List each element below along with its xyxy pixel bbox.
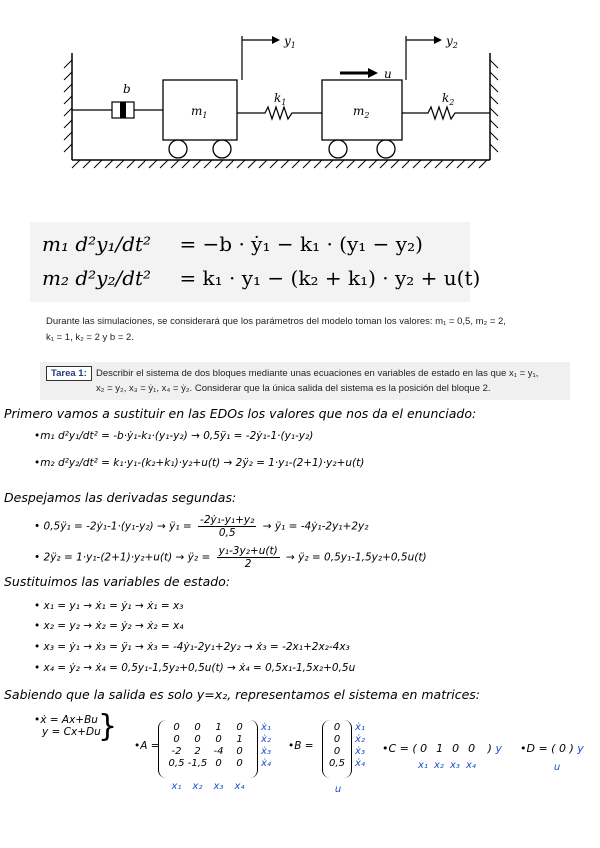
k1-label: $k_1$ — [274, 91, 287, 107]
matrix-a-col-label: x₂ — [192, 781, 203, 792]
matrix-a-cell: 0 — [215, 758, 222, 769]
section-2-title: Despejamos las derivadas segundas: — [4, 490, 237, 505]
matrix-a-cell: 0 — [173, 734, 180, 745]
matrix-b-cell: 0 — [333, 746, 341, 757]
equation-1 — [42, 232, 423, 256]
damper-label: b — [123, 82, 131, 96]
matrix-b-cell: 0 — [333, 722, 341, 733]
matrix-a-col-labels — [166, 781, 250, 793]
matrix-a-row — [166, 722, 250, 734]
matrix-b-entries — [326, 722, 348, 770]
matrix-d-entry: 0 — [558, 742, 566, 755]
equation-2-rhs: = k₁ · y₁ − (k₂ + k₁) · y₂ + u(t) — [179, 266, 481, 290]
task-tag: Tarea 1: — [46, 366, 92, 381]
model-equations — [30, 222, 481, 302]
matrix-a-cell: 0 — [194, 734, 201, 745]
matrix-a-row-label: ẋ₄ — [261, 758, 271, 769]
equation-1-lhs: m₁ d²y₁/dt² — [42, 232, 152, 256]
equation-2-lhs: m₂ d²y₂/dt² — [42, 266, 152, 290]
section-2-line-1 — [34, 514, 368, 539]
matrix-c-col-label: x₁ — [418, 760, 428, 771]
task-line-2: x₂ = y₂, x₃ = ẏ₁, x₄ = ẏ₂. Considerar que la única salida del sistema es la posición del bloque 2. — [96, 383, 491, 394]
matrix-b-row-labels — [352, 722, 368, 770]
fraction-2-denominator: 2 — [244, 558, 252, 570]
parameters-text — [46, 314, 566, 346]
spring-k2 — [402, 91, 490, 119]
matrix-a-cell: 0 — [236, 722, 243, 733]
state-space-system — [34, 714, 101, 738]
section-4-title: Sabiendo que la salida es solo y=x₂, representamos el sistema en matrices: — [4, 687, 480, 702]
matrix-a-row-label: ẋ₂ — [261, 734, 271, 745]
matrix-c-col-labels — [418, 760, 494, 772]
matrix-a-row-label: ẋ₁ — [261, 722, 271, 733]
spring-k1 — [237, 91, 322, 119]
matrix-c-row-label: y — [495, 742, 502, 755]
fraction-2-numerator: y₁-3y₂+u(t) — [218, 545, 278, 557]
matrix-d-row-label: y — [577, 742, 584, 755]
section-3-title: Sustituimos las variables de estado: — [4, 574, 231, 589]
matrix-a-cell: 2 — [194, 746, 201, 757]
k2-label: $k_2$ — [442, 91, 455, 107]
matrix-d-close: ) — [569, 742, 574, 755]
block-2 — [322, 34, 458, 158]
task-line-1: Describir el sistema de dos bloques mediante unas ecuaciones en variables de estado en las que x₁ = y₁, — [96, 368, 539, 379]
fraction-1-denominator: 0,5 — [218, 527, 236, 539]
section-3-line-2: • x₂ = y₂ → ẋ₂ = ẏ₂ → ẋ₂ = x₄ — [34, 620, 184, 632]
matrix-b-row-label: ẋ₃ — [355, 746, 365, 757]
matrix-a-cell: 0,5 — [168, 758, 185, 769]
section-3-line-3: • x₃ = ẏ₁ → ẋ₃ = ÿ₁ → ẋ₃ = -4ẏ₁-2y₁+2y₂ → ẋ₃ = -2x₁+2x₂-4x₃ — [34, 641, 350, 653]
matrix-c-entries — [420, 742, 484, 755]
matrix-c-col-label: x₂ — [434, 760, 444, 771]
section-2-line-2-b: → ÿ₂ = 0,5y₁-1,5y₂+0,5u(t) — [286, 551, 427, 564]
matrix-b-label: •B = — [288, 740, 314, 752]
section-2-line-1-b: → ÿ₁ = -4ẏ₁-2y₁+2y₂ — [262, 520, 369, 533]
right-wall — [490, 53, 498, 160]
matrix-c-close: ) — [487, 742, 492, 755]
matrix-c-col-label: x₃ — [450, 760, 460, 771]
y1-label: $y_1$ — [284, 34, 296, 50]
fraction-1-numerator: -2ẏ₁-y₁+y₂ — [200, 514, 255, 526]
matrix-a-cell: 0 — [194, 722, 201, 733]
output-equation: y = Cx+Du — [42, 726, 101, 738]
matrix-a-cell: 0 — [173, 722, 180, 733]
parameters-line-1: Durante las simulaciones, se considerará que los parámetros del modelo toman los valores: m₁ = 0,5, m₂ = 2, — [46, 316, 506, 327]
matrix-a-cell: 0 — [236, 758, 243, 769]
matrix-b — [322, 720, 352, 780]
left-wall — [64, 53, 72, 160]
matrix-b-cell: 0,5 — [329, 758, 345, 769]
matrix-a-cell: 1 — [236, 734, 243, 745]
block-2-label: $m_2$ — [353, 104, 370, 120]
section-1-line-1: •m₁ d²y₁/dt² = -b·ẏ₁-k₁·(y₁-y₂) → 0,5ÿ₁ = -2ẏ₁-1·(y₁-y₂) — [34, 430, 314, 442]
matrix-a-row-labels — [258, 722, 274, 770]
matrix-c-cell: 0 — [452, 742, 460, 755]
matrix-a-cell: -1,5 — [187, 758, 208, 769]
matrix-b-row-label: ẋ₂ — [355, 734, 365, 745]
fraction-1 — [198, 514, 256, 539]
matrix-a-cell: -2 — [171, 746, 182, 757]
matrix-a-cell: 0 — [236, 746, 243, 757]
u-label: u — [384, 67, 392, 81]
matrix-a-label: •A = — [134, 740, 160, 752]
two-block-system-diagram — [30, 18, 575, 203]
matrix-b-row-label: ẋ₄ — [355, 758, 365, 769]
fraction-2 — [217, 545, 280, 570]
matrix-a-cell: 1 — [215, 722, 222, 733]
matrix-c-label: •C = ( — [382, 742, 417, 755]
matrix-b-row-label: ẋ₁ — [355, 722, 365, 733]
system-brace: } — [98, 709, 118, 744]
matrix-d — [520, 742, 584, 755]
matrix-a-entries — [166, 722, 250, 770]
matrix-a-cell: -4 — [213, 746, 224, 757]
state-equation: •ẋ = Ax+Bu — [34, 714, 98, 726]
matrix-c — [382, 742, 502, 755]
parameters-line-2: k₁ = 1, k₂ = 2 y b = 2. — [46, 332, 134, 343]
matrix-c-cell: 0 — [468, 742, 476, 755]
equation-2 — [42, 266, 480, 290]
matrix-a-col-label: x₃ — [213, 781, 224, 792]
matrix-b-cell: 0 — [333, 734, 341, 745]
section-1-title: Primero vamos a sustituir en las EDOs los valores que nos da el enunciado: — [4, 406, 477, 421]
section-2-line-2-a: • 2ÿ₂ = 1·y₁-(2+1)·y₂+u(t) → ÿ₂ = — [34, 551, 211, 564]
matrix-d-label: •D = ( — [520, 742, 556, 755]
matrix-a — [158, 720, 258, 780]
task-box — [40, 362, 570, 400]
block-1-label: $m_1$ — [191, 104, 208, 120]
matrix-a-row — [166, 758, 250, 770]
matrix-a-row — [166, 746, 250, 758]
matrix-c-col-label: x₄ — [466, 760, 476, 771]
section-3-line-1: • x₁ = y₁ → ẋ₁ = ẏ₁ → ẋ₁ = x₃ — [34, 600, 184, 612]
matrix-a-row-label: ẋ₃ — [261, 746, 271, 757]
matrix-a-cell: 0 — [215, 734, 222, 745]
ground — [72, 160, 490, 168]
matrix-d-col-label: u — [553, 762, 561, 773]
section-2-line-2 — [34, 545, 427, 570]
matrix-a-col-label: x₄ — [234, 781, 245, 792]
section-3-line-4: • x₄ = ẏ₂ → ẋ₄ = 0,5y₁-1,5y₂+0,5u(t) → ẋ₄ = 0,5x₁-1,5x₂+0,5u — [34, 662, 356, 674]
damper — [72, 82, 163, 118]
task-text — [96, 366, 564, 396]
section-1-line-2: •m₂ d²y₂/dt² = k₁·y₁-(k₂+k₁)·y₂+u(t) → 2ÿ₂ = 1·y₁-(2+1)·y₂+u(t) — [34, 457, 365, 469]
equation-1-rhs: = −b · ẏ₁ − k₁ · (y₁ − y₂) — [179, 232, 423, 256]
matrix-c-cell: 0 — [420, 742, 428, 755]
matrix-c-cell: 1 — [436, 742, 444, 755]
matrix-a-col-label: x₁ — [171, 781, 182, 792]
matrix-b-col-label: u — [334, 784, 342, 795]
section-2-line-1-a: • 0,5ÿ₁ = -2ẏ₁-1·(y₁-y₂) → ÿ₁ = — [34, 520, 192, 533]
matrix-a-row — [166, 734, 250, 746]
y2-label: $y_2$ — [446, 34, 458, 50]
